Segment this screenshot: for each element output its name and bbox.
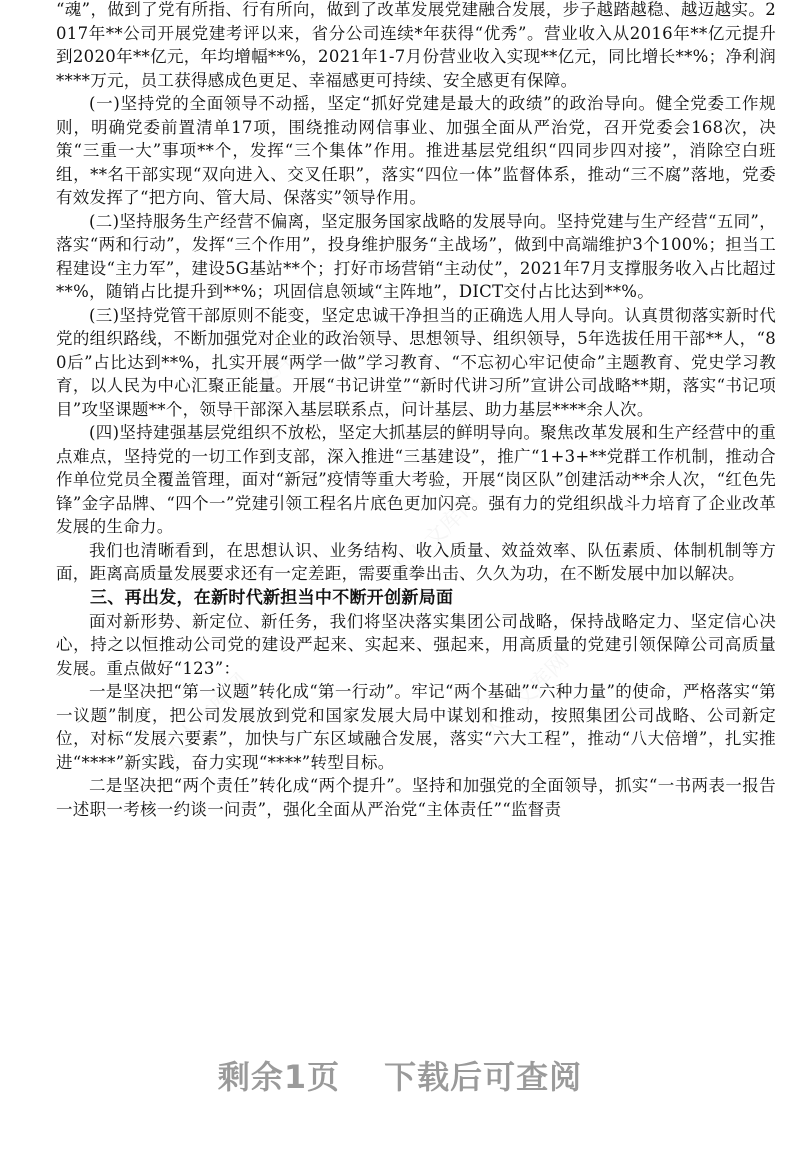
body-paragraph: (四)坚持建强基层党组织不放松，坚定大抓基层的鲜明导向。聚焦改革发展和生产经营中的重点难点，坚持党的一切工作到支部，深入推进“三基建设”，推广“1+3+**党群工作机制，推动合作单位党员全覆盖管理，面对“新冠”疫情等重大考验，开展“岗区队”创建活动**余人次，“红色先锋”金字品牌、“四个一”党建引领工程名片底色更加闪亮。强有力的党组织战斗力培育了企业改革发展的生命力。 bbox=[56, 423, 776, 536]
watermark: 人人文库网 bbox=[388, 489, 485, 585]
body-paragraph: 一是坚决把“第一议题”转化成“第一行动”。牢记“两个基础”“六种力量”的使命，严格落实“第一议题”制度，把公司发展放到党和国家发展大局中谋划和推动，按照集团公司战略、公司新定位，对标“发展六要素”，加快与广东区域融合发展，落实“六大工程”，推动“八大倍增”，扎实推进“****”新实践，奋力实现“****”转型目标。 bbox=[56, 682, 776, 772]
download-prompt-label: 下载后可查阅 bbox=[384, 1058, 583, 1096]
body-paragraph: (一)坚持党的全面领导不动摇，坚定“抓好党建是最大的政绩”的政治导向。健全党委工作规则，明确党委前置清单17项，围绕推动网信事业、加强全面从严治党，召开党委会168次，决策“三重一大”事项**个，发挥“三个集体”作用。推进基层党组织“四同步四对接”，消除空白班组，**名干部实现“双向进入、交叉任职”，落实“四位一体”监督体系，推动“三不腐”落地，党委有效发挥了“把方向、管大局、保落实”领导作用。 bbox=[56, 94, 776, 207]
body-paragraph: 我们也清晰看到，在思想认识、业务结构、收入质量、效益效率、队伍素质、体制机制等方面，距离高质量发展要求还有一定差距，需要重拳出击、久久为功，在不断发展中加以解决。 bbox=[56, 540, 776, 583]
body-paragraph: “魂”，做到了党有所指、行有所向，做到了改革发展党建融合发展，步子越踏越稳、越迈越实。2017年**公司开展党建考评以来，省分公司连续*年获得“优秀”。营业收入从2016年**亿元提升到2020年**亿元，年均增幅**%，2021年1-7月份营业收入实现**亿元，同比增长**%；净利润****万元，员工获得感成色更足、幸福感更可持续、安全感更有保障。 bbox=[56, 0, 776, 90]
body-paragraph: (二)坚持服务生产经营不偏离，坚定服务国家战略的发展导向。坚持党建与生产经营“五同”，落实“两和行动”，发挥“三个作用”，投身维护服务“主战场”，做到中高端维护3个100%；担当工程建设“主力军”，建设5G基站**个；打好市场营销“主动仗”，2021年7月支撑服务收入占比超过**%，随销占比提升到**%；巩固信息领域“主阵地”，DICT交付占比达到**%。 bbox=[56, 211, 776, 301]
section-heading: 三、再出发，在新时代新担当中不断开创新局面 bbox=[90, 587, 454, 608]
watermark: 人人文库网 bbox=[218, 329, 315, 425]
body-paragraph: (三)坚持党管干部原则不能变，坚定忠诚干净担当的正确选人用人导向。认真贯彻落实新时代党的组织路线，不断加强党对企业的政治领导、思想领导、组织领导，5年选拔任用干部**人，“80后”占比达到**%，扎实开展“两学一做”学习教育、“不忘初心牢记使命”主题教育、党史学习教育，以人民为中心汇聚正能量。开展“书记讲堂”“新时代讲习所”宣讲公司战略**期，落实“书记项目”攻坚课题**个，领导干部深入基层联系点，问计基层、助力基层****余人次。 bbox=[56, 305, 776, 419]
watermark: 人人文库网 bbox=[478, 649, 575, 745]
body-paragraph: 二是坚决把“两个责任”转化成“两个提升”。坚持和加强党的全面领导，抓实“一书两表一报告一述职一考核一约谈一问责”，强化全面从严治党“主体责任”“监督责 bbox=[56, 776, 776, 819]
download-notice[interactable] bbox=[0, 1052, 800, 1098]
body-paragraph: 面对新形势、新定位、新任务，我们将坚决落实集团公司战略，保持战略定力、坚定信心决心，持之以恒推动公司党的建设严起来、实起来、强起来，用高质量的党建引领保障公司高质量发展。重点做好“123”： bbox=[56, 611, 776, 678]
watermark: 人人文库网 bbox=[158, 669, 255, 765]
remaining-pages-label: 剩余1页 bbox=[217, 1058, 341, 1096]
document-body bbox=[56, 0, 776, 821]
